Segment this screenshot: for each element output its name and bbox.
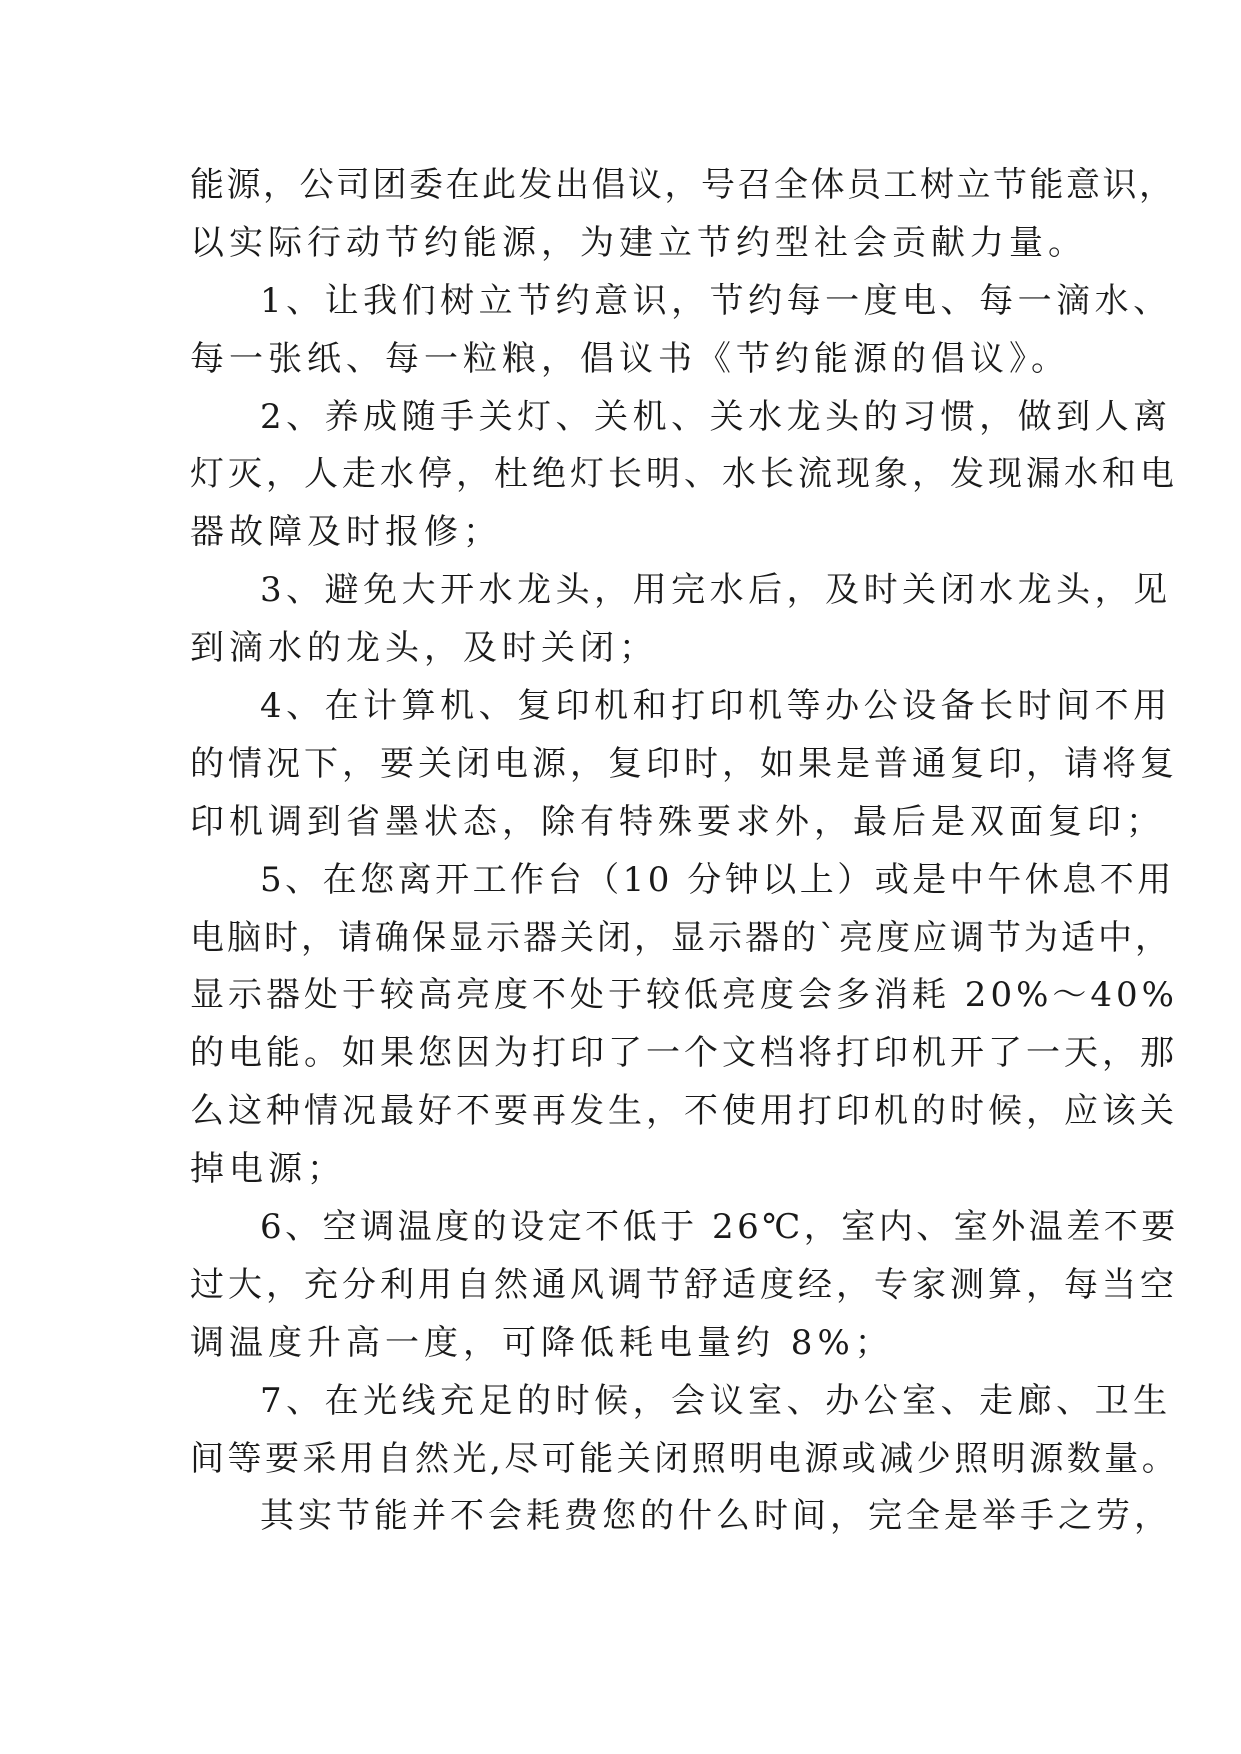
text-line: 能源，公司团委在此发出倡议，号召全体员工树立节能意识， [190,165,1176,205]
text-line: 的情况下，要关闭电源，复印时，如果是普通复印，请将复 [190,743,1178,784]
text-line: 调温度升高一度，可降低耗电量约 8%； [190,1322,894,1363]
text-line: 掉电源； [190,1149,346,1190]
text-line: 过大，充分利用自然通风调节舒适度经，专家测算，每当空 [190,1264,1178,1305]
text-line: 么这种情况最好不要再发生，不使用打印机的时候，应该关 [190,1091,1178,1132]
text-line: 2、养成随手关灯、关机、关水龙头的习惯，做到人离 [260,396,1172,437]
text-line: 到滴水的龙头，及时关闭； [190,628,658,669]
text-line: 7、在光线充足的时候，会议室、办公室、走廊、卫生 [260,1380,1172,1421]
text-line: 印机调到省墨状态，除有特殊要求外，最后是双面复印； [190,801,1165,842]
text-line: 4、在计算机、复印机和打印机等办公设备长时间不用 [260,686,1172,727]
text-line: 电脑时，请确保显示器关闭，显示器的`亮度应调节为适中， [190,917,1172,958]
text-line: 的电能。如果您因为打印了一个文档将打印机开了一天，那 [190,1033,1178,1074]
text-line: 器故障及时报修； [190,512,502,553]
text-line: 以实际行动节约能源，为建立节约型社会贡献力量。 [190,222,1087,263]
text-line: 6、空调温度的设定不低于 26℃，室内、室外温差不要 [260,1207,1179,1248]
text-line: 5、在您离开工作台（10 分钟以上）或是中午休息不用 [260,859,1175,900]
text-line: 间等要采用自然光,尽可能关闭照明电源或减少照明源数量。 [190,1438,1180,1479]
text-line: 每一张纸、每一粒粮，倡议书《节约能源的倡议》。 [190,338,1070,379]
text-line: 显示器处于较高亮度不处于较低亮度会多消耗 20%～40% [190,975,1178,1016]
text-line: 1、让我们树立节约意识，节约每一度电、每一滴水、 [260,280,1172,321]
text-line: 灯灭，人走水停，杜绝灯长明、水长流现象，发现漏水和电 [190,454,1178,495]
text-line: 3、避免大开水龙头，用完水后，及时关闭水龙头，见 [260,570,1172,611]
document-body [190,157,1180,1546]
text-line: 其实节能并不会耗费您的什么时间，完全是举手之劳， [260,1496,1172,1537]
